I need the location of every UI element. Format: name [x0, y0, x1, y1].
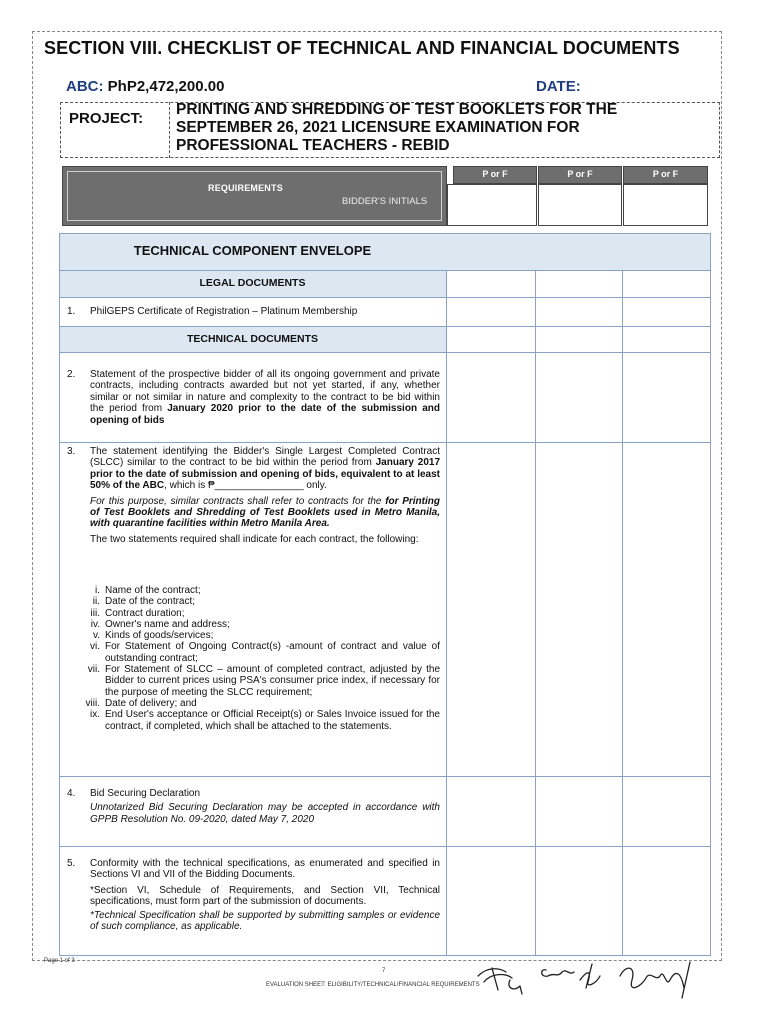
- item-text: The statement identifying the Bidder's Single Largest Completed Contract (SLCC) similar to the contract to be bid within the period from: [90, 446, 440, 469]
- abc-label: ABC:: [66, 78, 104, 95]
- project-line: PRINTING AND SHREDDING OF TEST BOOKLETS FOR THE: [176, 101, 618, 118]
- list-text: Name of the contract;: [105, 585, 201, 596]
- row-divider: [60, 270, 710, 271]
- row-divider: [60, 846, 710, 847]
- pof-header-2: P or F: [538, 166, 622, 184]
- list-text: For Statement of Ongoing Contract(s) -amount of contract and value of outstanding contract;: [105, 641, 440, 664]
- list-text: Owner's name and address;: [105, 618, 230, 630]
- list-marker: viii.: [85, 697, 100, 709]
- item-text: , which is ₱________________ only.: [164, 480, 327, 492]
- abc-value: PhP2,472,200.00: [107, 78, 225, 95]
- item-number: 4.: [67, 788, 76, 799]
- list-text: Contract duration;: [105, 607, 185, 619]
- project-label: PROJECT:: [60, 102, 170, 158]
- item-note: *Technical Specification shall be supported by submitting samples or evidence of such compliance, as applicable.: [90, 909, 440, 933]
- list-marker: ix.: [90, 709, 100, 721]
- list-item: [84, 641, 440, 664]
- envelope-heading: TECHNICAL COMPONENT ENVELOPE: [133, 243, 372, 258]
- list-item: [84, 664, 440, 698]
- item-4-text: [90, 788, 440, 825]
- row-divider: [60, 352, 710, 353]
- list-marker: iv.: [90, 618, 100, 630]
- page-title: SECTION VIII. CHECKLIST OF TECHNICAL AND FINANCIAL DOCUMENTS: [44, 38, 680, 58]
- project-line: SEPTEMBER 26, 2021 LICENSURE EXAMINATION FOR: [176, 119, 580, 136]
- list-item: [84, 709, 440, 732]
- row-divider: [60, 776, 710, 777]
- footer-caption: EVALUATION SHEET: ELIGIBILITY/TECHNICAL/FINANCIAL REQUIREMENTS: [266, 982, 480, 988]
- item-note: Unnotarized Bid Securing Declaration may be accepted in accordance with GPPB Resolution No. 09-2020, dated May 7, 2020: [90, 802, 440, 825]
- item-3-list: [84, 585, 440, 732]
- list-item: [84, 585, 440, 596]
- item-number: 5.: [67, 858, 76, 869]
- item-number: 2.: [67, 369, 76, 380]
- item-note: For this purpose, similar contracts shall refer to contracts for the: [90, 495, 382, 507]
- item-text: Conformity with the technical specifications, as enumerated and specified in Sections VI and VII of the Bidding Documents.: [90, 858, 440, 881]
- item-text: PhilGEPS Certificate of Registration – Platinum Membership: [90, 306, 358, 317]
- date-label: DATE:: [536, 78, 581, 95]
- item-5-text: [90, 858, 440, 932]
- item-text: Statement of the prospective bidder of all its ongoing government and private contracts, including contracts awarded but not yet started, if any, whether similar or not similar in nature and complexity to the contract to be bid within the period from: [90, 369, 440, 415]
- row-divider: [60, 442, 710, 443]
- pof-box-3[interactable]: [623, 184, 708, 226]
- list-marker: vii.: [87, 664, 100, 676]
- item-note: *Section VI, Schedule of Requirements, and Section VII, Technical specifications, must form part of the submission of documents.: [90, 884, 440, 908]
- list-marker: i.: [95, 585, 100, 596]
- abc-line: [66, 78, 224, 95]
- project-line: PROFESSIONAL TEACHERS - REBID: [176, 137, 450, 154]
- list-item: [84, 619, 440, 630]
- item-number: 1.: [67, 306, 76, 317]
- list-marker: iii.: [90, 607, 100, 619]
- row-divider: [60, 297, 710, 298]
- list-text: Kinds of goods/services;: [105, 630, 214, 642]
- requirements-label: REQUIREMENTS: [208, 183, 283, 193]
- list-text: For Statement of SLCC – amount of completed contract, adjusted by the Bidder to current prices using PSA's consumer price index, if necessary for the purpose of meeting the SLCC requirement;: [105, 664, 440, 698]
- item-3-text: [90, 446, 440, 545]
- pof-header-3: P or F: [623, 166, 708, 184]
- bidders-initials-box[interactable]: [447, 184, 537, 226]
- list-marker: ii.: [92, 596, 100, 608]
- page-number: 7: [382, 968, 386, 974]
- col-divider: [622, 270, 623, 956]
- list-text: Date of the contract;: [105, 596, 196, 608]
- pof-header-1: P or F: [453, 166, 537, 184]
- item-text-bold: January 2017 prior to the date of submission and opening of bids, equivalent to at least 50% of the ABC: [90, 457, 441, 492]
- item-number: 3.: [67, 446, 76, 457]
- list-marker: v.: [92, 630, 100, 642]
- row-divider: [60, 326, 710, 327]
- item-text: The two statements required shall indicate for each contract, the following:: [90, 533, 419, 545]
- page-indicator: Page 1 of 3: [44, 958, 75, 964]
- list-item: [84, 596, 440, 607]
- list-marker: vi.: [90, 641, 100, 653]
- legal-heading: LEGAL DOCUMENTS: [199, 277, 306, 289]
- signature-initials-icon: [470, 958, 710, 1008]
- list-item: [84, 608, 440, 619]
- list-text: Date of delivery; and: [105, 697, 197, 709]
- bidders-initials-label: BIDDER'S INITIALS: [342, 196, 428, 207]
- pof-box-2[interactable]: [538, 184, 622, 226]
- list-item: [84, 630, 440, 641]
- item-text: Bid Securing Declaration: [90, 788, 201, 799]
- list-text: End User's acceptance or Official Receipt(s) or Sales Invoice issued for the contract, if completed, which shall be attached to the statements.: [105, 709, 440, 732]
- col-divider: [535, 270, 536, 956]
- item-note-bold: for Printing of Test Booklets and Shredding of Test Booklets used in Metro Manila, with quarantine facilities within Metro Manila Area.: [90, 495, 440, 530]
- item-2-text: [90, 369, 440, 426]
- technical-heading: TECHNICAL DOCUMENTS: [186, 333, 319, 345]
- col-divider: [446, 270, 447, 956]
- item-text-bold: January 2020 prior to the date of the submission and opening of bids: [90, 403, 441, 426]
- project-title: [176, 101, 716, 155]
- list-item: [84, 698, 440, 709]
